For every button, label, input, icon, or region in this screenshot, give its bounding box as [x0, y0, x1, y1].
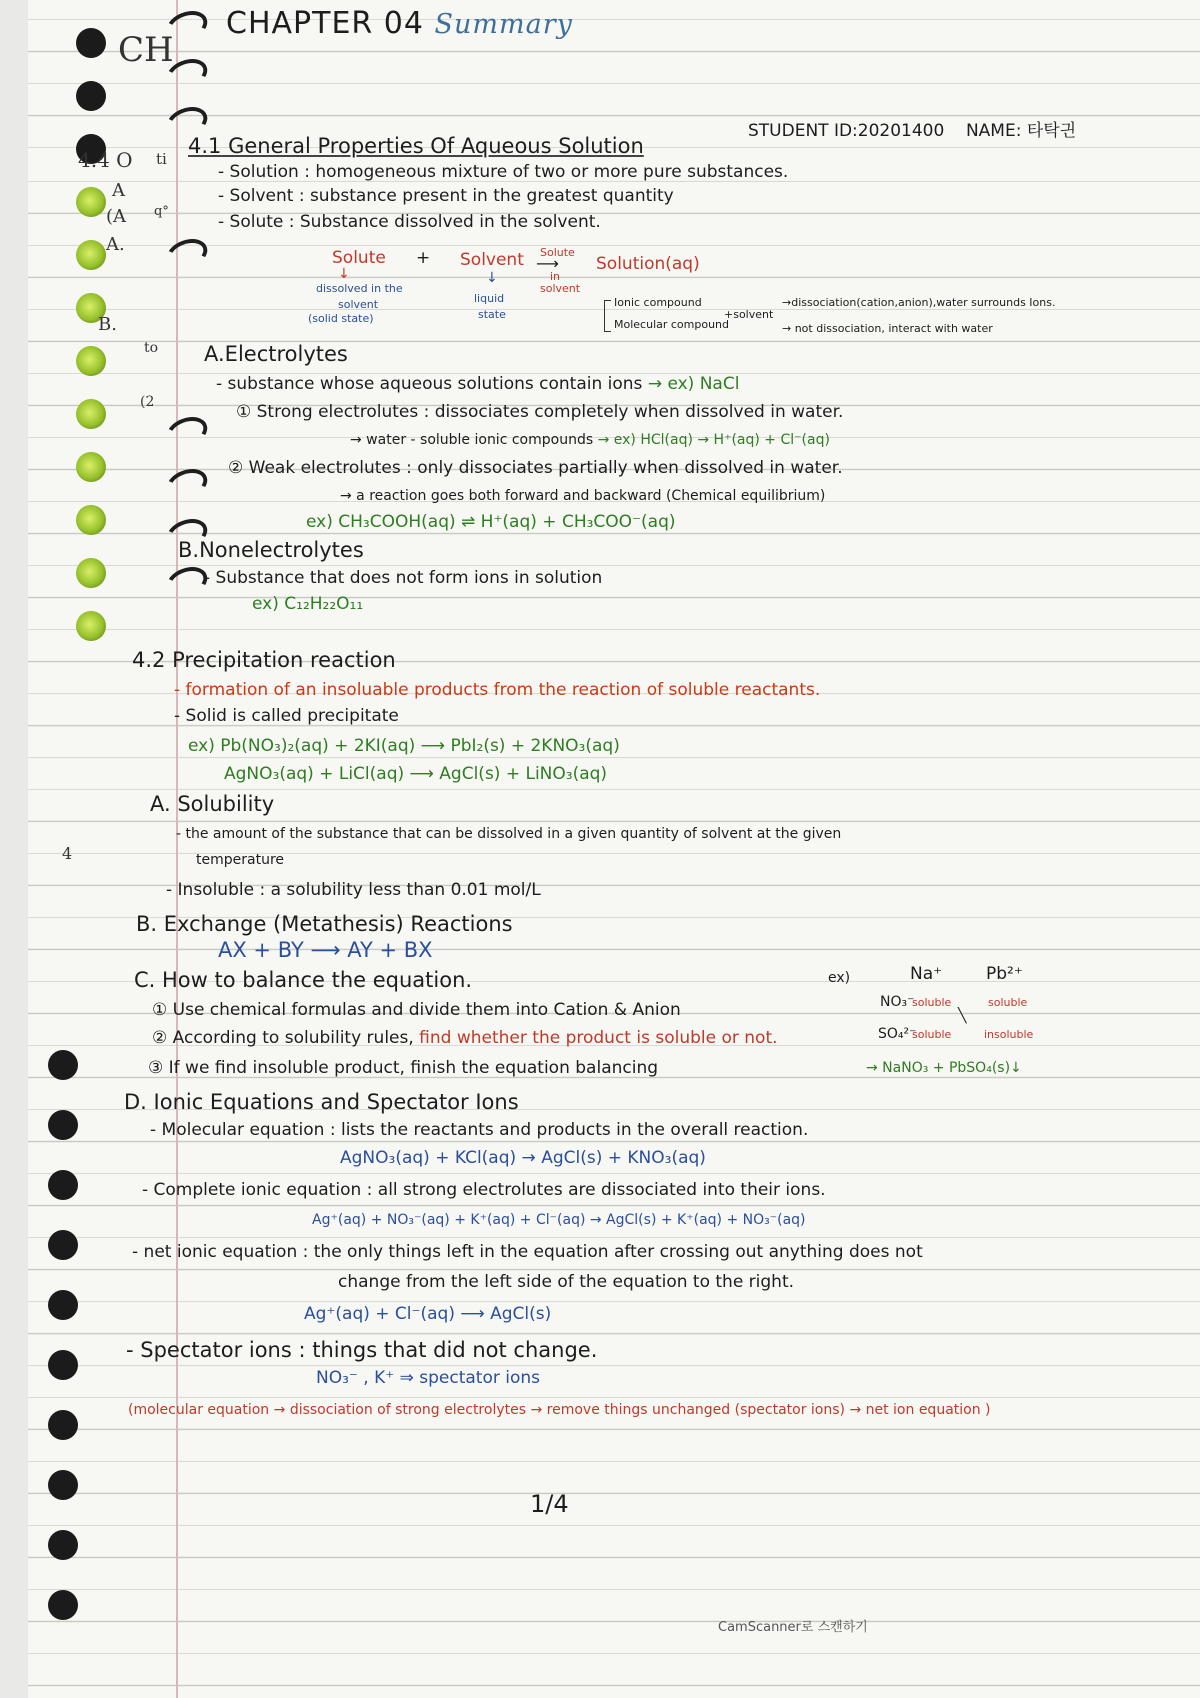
hole-icon [48, 1350, 78, 1380]
table-ex-label: ex) [828, 970, 851, 986]
hole-icon [48, 1170, 78, 1200]
insoluble-definition: - Insoluble : a solubility less than 0.01 mol/L [166, 880, 541, 900]
hole-icon [76, 452, 106, 482]
table-cross-icon: ╲ [958, 1008, 967, 1024]
precipitation-definition: - formation of an insoluable products from the reaction of soluble reactants. [174, 680, 821, 700]
diagram-result-molecular: → not dissociation, interact with water [782, 322, 993, 335]
prev-page-fragment: to [144, 340, 159, 356]
diagram-solute-note: solvent [338, 298, 379, 311]
solubility-definition-line-1: - the amount of the substance that can be dissolved in a given quantity of solvent at the given [176, 826, 842, 842]
exchange-reactions-equation: AX + BY ⟶ AY + BX [218, 938, 433, 962]
molecular-equation: AgNO₃(aq) + KCl(aq) → AgCl(s) + KNO₃(aq) [340, 1148, 706, 1168]
hole-icon [48, 1470, 78, 1500]
spectator-ions-definition: - Spectator ions : things that did not change. [126, 1338, 598, 1362]
ionic-equations-title: D. Ionic Equations and Spectator Ions [124, 1090, 519, 1114]
diagram-solution: Solution(aq) [596, 254, 700, 274]
net-ionic-definition-2: change from the left side of the equation to the right. [338, 1272, 795, 1292]
balance-step-2 [152, 1028, 778, 1048]
precipitation-example-2: AgNO₃(aq) + LiCl(aq) ⟶ AgCl(s) + LiNO₃(aq) [224, 764, 608, 784]
hole-icon [48, 1590, 78, 1620]
hole-icon [76, 28, 106, 58]
table-cell: soluble [912, 996, 952, 1009]
electrolytes-definition [216, 374, 739, 394]
solute-definition: - Solute : Substance dissolved in the solvent. [218, 212, 601, 232]
prev-page-fragment: A [112, 180, 125, 201]
hole-icon [48, 1230, 78, 1260]
table-cell: insoluble [984, 1028, 1034, 1041]
hole-icon [76, 611, 106, 641]
section-4-2-title: 4.2 Precipitation reaction [132, 648, 396, 672]
weak-electrolytes-example: ex) CH₃COOH(aq) ⇌ H⁺(aq) + CH₃COO⁻(aq) [306, 512, 676, 532]
student-info [748, 116, 1076, 141]
nonelectrolytes-title: B.Nonelectrolytes [178, 538, 364, 562]
ring-icon [162, 412, 211, 453]
diagram-solvent-note: state [478, 308, 506, 321]
prev-page-fragment: (2 [140, 394, 155, 410]
hole-icon [76, 240, 106, 270]
precipitate-definition: - Solid is called precipitate [174, 706, 399, 726]
hole-icon [76, 558, 106, 588]
ring-icon [162, 464, 211, 505]
balance-step-2-b: find whether the product is soluble or not. [419, 1028, 778, 1048]
weak-electrolytes: ② Weak electrolutes : only dissociates partially when dissolved in water. [228, 458, 843, 478]
hole-icon [76, 346, 106, 376]
complete-ionic-definition: - Complete ionic equation : all strong electrolutes are dissociated into their ions. [142, 1180, 826, 1200]
page-number: 1/4 [530, 1490, 569, 1518]
prev-page-fragment: A. [106, 234, 125, 255]
table-result: → NaNO₃ + PbSO₄(s)↓ [866, 1060, 1022, 1076]
solution-definition: - Solution : homogeneous mixture of two or more pure substances. [218, 162, 789, 182]
solubility-title: A. Solubility [150, 792, 275, 816]
strong-note-text: → water - soluble ionic compounds [350, 432, 594, 448]
prev-page-fragment: q° [154, 204, 169, 219]
chapter-summary-label: Summary [434, 9, 573, 40]
binder-holes [76, 28, 116, 664]
diagram-arrow-label: in [550, 270, 561, 283]
strong-note-example: → ex) HCl(aq) → H⁺(aq) + Cl⁻(aq) [597, 432, 830, 448]
solubility-definition-line-2: temperature [196, 852, 284, 868]
electrolytes-title: A.Electrolytes [204, 342, 348, 366]
table-cell: soluble [988, 996, 1028, 1009]
strong-electrolytes: ① Strong electrolutes : dissociates completely when dissolved in water. [236, 402, 844, 422]
process-summary: (molecular equation → dissociation of strong electrolytes → remove things unchanged (spectator ions) → net ion equation ) [128, 1402, 991, 1418]
balance-step-2-a: ② According to solubility rules, [152, 1028, 414, 1048]
table-row-so4: SO₄²⁻ [878, 1026, 917, 1042]
down-arrow-icon: ↓ [338, 266, 350, 282]
hole-icon [76, 399, 106, 429]
table-cell: soluble [912, 1028, 952, 1041]
molecular-equation-definition: - Molecular equation : lists the reactants and products in the overall reaction. [150, 1120, 809, 1140]
prev-page-fragment: ti [156, 150, 167, 168]
diagram-solute-note: (solid state) [308, 312, 374, 325]
diagram-ionic: Ionic compound [614, 296, 702, 309]
name-value: 타탁긘 [1026, 121, 1077, 141]
name-label: NAME: [965, 121, 1022, 141]
table-col-na: Na⁺ [910, 964, 943, 984]
nonelectrolytes-example: ex) C₁₂H₂₂O₁₁ [252, 594, 364, 614]
spiral-rings [166, 0, 226, 1698]
diagram-plus-solvent: +solvent [724, 308, 774, 321]
student-id: STUDENT ID:202014​00 [748, 121, 945, 141]
section-4-1-title: 4.1 General Properties Of Aqueous Solution [188, 134, 644, 158]
prev-page-fragment: B. [98, 314, 117, 335]
net-ionic-definition-1: - net ionic equation : the only things left in the equation after crossing out anything does not [132, 1242, 923, 1262]
strong-electrolytes-note [350, 432, 830, 448]
prev-page-fragment: (A [106, 206, 127, 227]
notebook-page [28, 0, 1200, 1698]
diagram-plus: + [416, 248, 431, 268]
diagram-arrow-label: solvent [540, 282, 581, 295]
scanner-watermark: CamScanner로 스캔하기 [718, 1620, 868, 1635]
hole-icon [48, 1050, 78, 1080]
down-arrow-icon: ↓ [486, 270, 498, 286]
hole-icon [48, 1530, 78, 1560]
hole-icon [76, 505, 106, 535]
table-row-no3: NO₃⁻ [880, 994, 915, 1010]
spectator-ions-example: NO₃⁻ , K⁺ ⇒ spectator ions [316, 1368, 541, 1388]
diagram-arrow-label: Solute [540, 246, 575, 259]
hole-icon [76, 81, 106, 111]
precipitation-example-1: ex) Pb(NO₃)₂(aq) + 2KI(aq) ⟶ PbI₂(s) + 2KNO₃(aq) [188, 736, 620, 756]
diagram-molecular: Molecular compound [614, 318, 730, 331]
prev-page-fragment: 4 [62, 844, 73, 863]
prev-page-fragment: 4.4 O [78, 148, 133, 172]
solvent-definition: - Solvent : substance present in the greatest quantity [218, 186, 674, 206]
diagram-solute-note: dissolved in the [316, 282, 403, 295]
net-ionic-equation: Ag⁺(aq) + Cl⁻(aq) ⟶ AgCl(s) [304, 1304, 552, 1324]
diagram-solvent-note: liquid [474, 292, 505, 305]
diagram-brace [604, 300, 611, 332]
nonelectrolytes-definition: - Substance that does not form ions in solution [204, 568, 603, 588]
diagram-solute: Solute [332, 248, 386, 268]
complete-ionic-equation: Ag⁺(aq) + NO₃⁻(aq) + K⁺(aq) + Cl⁻(aq) → AgCl(s) + K⁺(aq) + NO₃⁻(aq) [312, 1212, 806, 1228]
ring-icon [162, 234, 211, 275]
table-col-pb: Pb²⁺ [986, 964, 1023, 984]
balance-step-1: ① Use chemical formulas and divide them into Cation & Anion [152, 1000, 681, 1020]
diagram-solvent: Solvent [460, 250, 524, 270]
hole-icon [48, 1410, 78, 1440]
hole-icon [48, 1290, 78, 1320]
prev-page-fragment: CH [118, 30, 174, 70]
diagram-result-ionic: →dissociation(cation,anion),water surrounds Ions. [782, 296, 1056, 309]
electrolytes-def-example: → ex) NaCl [647, 374, 740, 394]
balance-step-3: ③ If we find insoluble product, finish the equation balancing [148, 1058, 659, 1078]
weak-electrolytes-note: → a reaction goes both forward and backward (Chemical equilibrium) [340, 488, 826, 504]
hole-icon [76, 187, 106, 217]
diagram-arrow-icon: ⟶ [536, 254, 559, 273]
hole-icon [48, 1110, 78, 1140]
chapter-number: CHAPTER 04 [226, 6, 424, 41]
electrolytes-def-text: - substance whose aqueous solutions contain ions [216, 374, 643, 394]
balance-title: C. How to balance the equation. [134, 968, 473, 992]
exchange-reactions-title: B. Exchange (Metathesis) Reactions [136, 912, 513, 936]
chapter-title [226, 6, 573, 41]
